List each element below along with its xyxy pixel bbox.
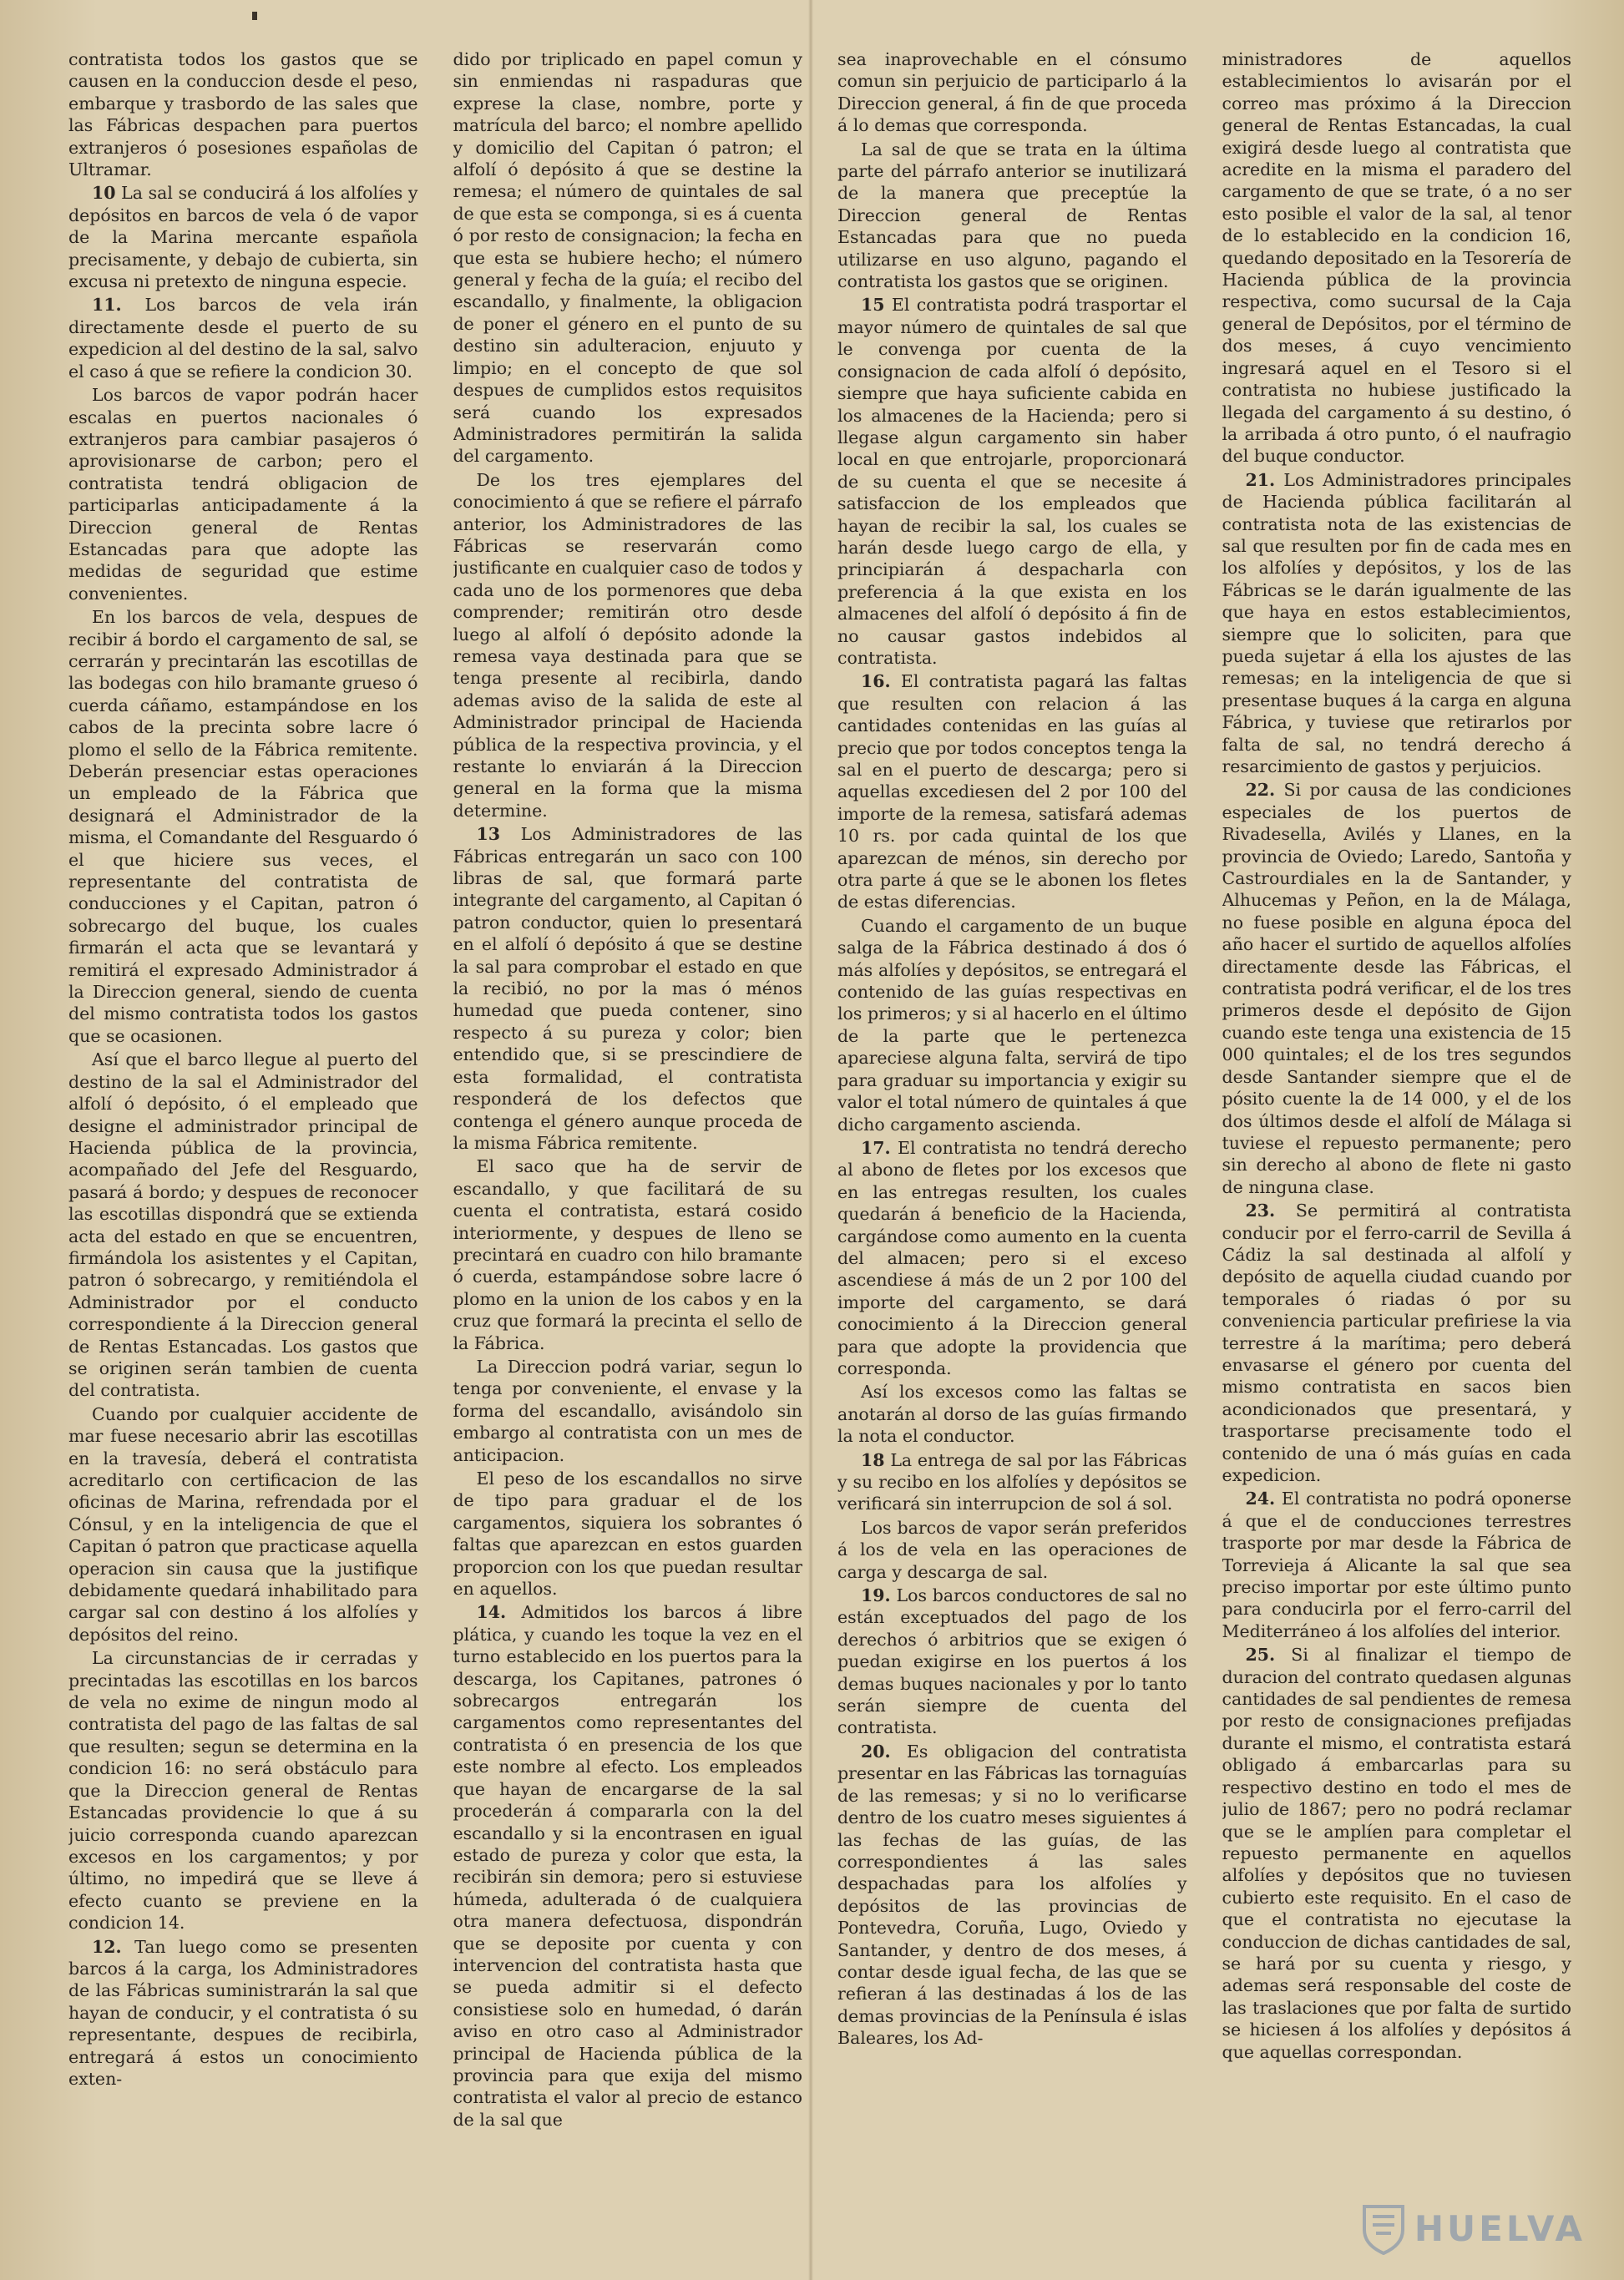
clause-number: 17.: [861, 1137, 891, 1158]
paragraph-text: Si por causa de las condiciones especiales de los puertos de Rivadesella, Avilés y Llanes, en la provincia de Oviedo; Laredo, Santoña y Castrourdiales en la de Santander, y Alhucemas y Peñon, en la de Málaga, no fuese posible en alguna época del año hacer el surtido de aquellos alfolíes directamente desde las Fábricas, el contratista podrá verificar, el de los tres primeros desde el depósito de Gijon cuando este tenga una existencia de 15 000 quintales; el de los tres segundos desde Santander siempre que el de pósito cuente la de 14 000, y el de los dos últimos desde el alfolí de Málaga si tuviese el repuesto permanente; pero sin derecho al abono de flete ni gasto de ninguna clase.: [1222, 780, 1571, 1197]
paragraph: [837, 139, 1187, 293]
paragraph: [1222, 48, 1572, 468]
paragraph-text: El contratista no tendrá derecho al abono de fletes por los excesos que en las entregas resulten, los cuales quedarán á beneficio de la Hacienda, cargándose como aumento en la cuenta del almacen; pero si el exceso ascendiese á más de un 2 por 100 del importe del cargamento, se dará conocimiento á la Direccion general para que adopte la providencia que corresponda.: [837, 1137, 1187, 1378]
paragraph: [837, 915, 1187, 1135]
paragraph: [68, 294, 418, 382]
clause-number: 19.: [861, 1585, 891, 1606]
column-2: [453, 48, 803, 2252]
paragraph: [837, 1137, 1187, 1379]
paragraph: [453, 1468, 803, 1600]
archive-watermark: [1361, 2202, 1586, 2255]
paragraph-text: La sal de que se trata en la última parte del párrafo anterior se inutilizará de la manera que preceptúe la Direccion general de Rentas Estancadas para que no pueda utilizarse en uso alguno, pagando el contratista los gastos que se originen.: [837, 139, 1187, 292]
clause-number: 20.: [861, 1741, 891, 1762]
crest-icon: [1361, 2202, 1406, 2255]
paragraph: [837, 1449, 1187, 1515]
paragraph: [68, 384, 418, 604]
paragraph: [1222, 1488, 1572, 1642]
clause-number: 12.: [92, 1936, 122, 1957]
column-1: [68, 48, 418, 2252]
paragraph-text: La sal se conducirá á los alfolíes y depósitos en barcos de vela ó de vapor de la Marina mercante española precisamente, y debajo de cubierta, sin excusa ni pretexto de ninguna especie.: [68, 183, 418, 292]
clause-number: 18: [861, 1449, 885, 1470]
paragraph-text: Los Administradores principales de Hacienda pública facilitarán al contratista nota de las existencias de sal que resulten por fin de cada mes en los alfolíes y depósitos, y los de las Fábricas se le darán igualmente de las que haya en estos establecimientos, siempre que lo soliciten, para que pueda sujetar á ella los ajustes de las remesas; en la inteligencia de que si presentase buques á la carga en alguna Fábrica, y tuviese que retirarlos por falta de sal, no tendrá derecho á resarcimiento de gastos y perjuicios.: [1222, 469, 1571, 776]
paragraph-text: El contratista no podrá oponerse á que el de conducciones terrestres trasporte por mar desde la Fábrica de Torrevieja á Alicante la sal que sea preciso importar por este último punto para conducirla por el ferro-carril del Mediterráneo á los alfolíes del interior.: [1222, 1489, 1571, 1641]
clause-number: 14.: [476, 1602, 507, 1623]
text-columns: [68, 48, 1571, 2252]
paragraph: [837, 294, 1187, 669]
paragraph: [837, 1741, 1187, 2050]
page-fold: [808, 0, 813, 2280]
clause-number: 21.: [1245, 469, 1276, 490]
paragraph: [837, 1381, 1187, 1447]
paragraph: [837, 1517, 1187, 1583]
paragraph: [453, 1155, 803, 1354]
paragraph-text: La Direccion podrá variar, segun lo tenga por conveniente, el envase y la forma del escandallo, avisándolo sin embargo al contratista con un mes de anticipacion.: [453, 1356, 802, 1465]
paragraph-text: En los barcos de vela, despues de recibir á bordo el cargamento de sal, se cerrarán y precintarán las escotillas de las bodegas con hilo bramante grueso ó cuerda cáñamo, estampándose en los cabos de la precinta sobre lacre ó plomo el sello de la Fábrica remitente. Deberán presenciar estas operaciones un empleado de la Fábrica que designará el Administrador de la misma, el Comandante del Resguardo ó el que hiciere sus veces, el representante del contratista de conducciones y el Capitan, patron ó sobrecargo del buque, los cuales firmarán el acta que se levantará y remitirá el expresado Administrador á la Direccion general, siendo de cuenta del mismo contratista todos los gastos que se ocasionen.: [68, 607, 418, 1046]
paragraph-text: Los barcos de vapor serán preferidos á los de vela en las operaciones de carga y descarga de sal.: [837, 1517, 1187, 1582]
paragraph-text: El saco que ha de servir de escandallo, y que facilitará de su cuenta el contratista, estará cosido interiormente, y despues de lleno se precintará en cuadro con hilo bramante ó cuerda, estampándose sobre lacre ó plomo en la union de los cabos y en la cruz que formará la precinta el sello de la Fábrica.: [453, 1156, 802, 1353]
column-4: [1222, 48, 1572, 2252]
paragraph-text: sea inaprovechable en el cónsumo comun sin perjuicio de participarlo á la Direccion general, á fin de que proceda á lo demas que corresponda.: [837, 49, 1187, 136]
paragraph-text: La entrega de sal por las Fábricas y su recibo en los alfolíes y depósitos se verificará sin interrupcion de sol á sol.: [837, 1449, 1187, 1514]
paragraph-text: El contratista pagará las faltas que resulten con relacion á las cantidades contenidas en las guías al precio que por todos conceptos tenga la sal en el puerto de descarga; pero si aquellas excediesen del 2 por 100 del importe de la remesa, satisfará ademas 10 rs. por cada quintal de los que aparezcan de ménos, sin derecho por otra parte á que se le abonen los fletes de estas diferencias.: [837, 671, 1187, 913]
column-3: [837, 48, 1187, 2252]
paragraph: [837, 670, 1187, 913]
paragraph-text: Los barcos de vapor podrán hacer escalas en puertos nacionales ó extranjeros para cambiar pasajeros ó aprovisionarse de carbon; pero el contratista tendrá obligacion de participarlas anticipadamente á la Direccion general de Rentas Estancadas para que adopte las medidas de seguridad que estime convenientes.: [68, 385, 418, 604]
paragraph-text: Tan luego como se presenten barcos á la carga, los Administradores de las Fábricas suministrarán la sal que hayan de conducir, y el contratista ó su representante, despues de recibirla, entregará á estos un conocimiento exten-: [68, 1936, 418, 2089]
paragraph: [68, 182, 418, 292]
paragraph: [68, 1403, 418, 1646]
paragraph: [453, 1601, 803, 2131]
clause-number: 11.: [92, 295, 122, 316]
clause-number: 25.: [1245, 1645, 1276, 1666]
paragraph-text: Cuando el cargamento de un buque salga de la Fábrica destinado á dos ó más alfolíes y depósitos, se entregará el contenido de las guías respectivas en los primeros; y si al hacerlo en el último de la parte que le pertenezca apareciese alguna falta, servirá de tipo para graduar su importancia y exigir su valor el total número de quintales á que dicho cargamento ascienda.: [837, 915, 1187, 1135]
paragraph: [453, 48, 803, 468]
clause-number: 23.: [1245, 1201, 1276, 1221]
clause-number: 15: [861, 295, 885, 316]
clause-number: 16.: [861, 671, 891, 692]
paragraph: [1222, 1644, 1572, 2063]
paragraph: [68, 1936, 418, 2090]
clause-number: 22.: [1245, 780, 1276, 801]
paragraph-text: Así los excesos como las faltas se anotarán al dorso de las guías firmando la nota el conductor.: [837, 1382, 1187, 1447]
clause-number: 13: [476, 824, 501, 845]
paragraph: [68, 1647, 418, 1934]
paragraph: [68, 606, 418, 1047]
paragraph-text: Admitidos los barcos á libre plática, y cuando les toque la vez en el turno establecido en los puertos para la descarga, los Capitanes, patrones ó sobrecargos entregarán los cargamentos como representantes del contratista ó en presencia de los que este nombre al efecto. Los empleados que hayan de encargarse de la sal procederán á compararla con la del escandallo y si la encontrasen en igual estado de pureza y color que esta, la recibirán sin demora; pero si estuviese húmeda, adulterada ó de cualquiera otra manera defectuosa, dispondrán que se deposite por cuenta y con intervencion del contratista hasta que se pueda admitir si el defecto consistiese solo en humedad, ó darán aviso en otro caso al Administrador principal de Hacienda pública de la provincia para que exija del mismo contratista el valor al precio de estanco de la sal que: [453, 1602, 802, 2130]
paragraph: [68, 48, 418, 180]
paragraph-text: dido por triplicado en papel comun y sin enmiendas ni raspaduras que exprese la clase, nombre, porte y matrícula del barco; el nombre apellido y domicilio del Capitan ó patron; el alfolí ó depósito á que se destine la remesa; el número de quintales de sal de que esta se componga, si es á cuenta ó por resto de consignacion; la fecha en que esta se hubiere hecho; el número general y fecha de la guía; el recibo del escandallo, y finalmente, la obligacion de poner el género en el punto de su destino sin adulteracion, enjuuto y limpio; en el concepto de que sol despues de cumplidos estos requisitos será cuando los expresados Administradores permitirán la salida del cargamento.: [453, 49, 802, 467]
paragraph-text: Los barcos conductores de sal no están exceptuados del pago de los derechos ó arbitrios que se exigen ó puedan exigirse en los puertos á los demas buques nacionales y por lo tanto serán siempre de cuenta del contratista.: [837, 1585, 1187, 1738]
paragraph: [1222, 779, 1572, 1198]
paragraph-text: ministradores de aquellos establecimientos lo avisarán por el correo mas próximo á la Direccion general de Rentas Estancadas, la cual exigirá desde luego al contratista que acredite en la misma el paradero del cargamento de que se trate, ó a no ser esto posible el valor de la sal, al tenor de lo establecido en la condicion 16, quedando depositado en la Tesorería de Hacienda pública de la provincia respectiva, como sucursal de la Caja general de Depósitos, por el término de dos meses, á cuyo vencimiento ingresará aquel en el Tesoro si el contratista no hubiese justificado la llegada del cargamento á su destino, ó la arribada á otro punto, ó el naufragio del buque conductor.: [1222, 49, 1571, 467]
paragraph-text: De los tres ejemplares del conocimiento á que se refiere el párrafo anterior, los Administradores de las Fábricas se reservarán como justificante en cualquier caso de todos y cada uno de los pormenores que deba comprender; remitirán otro desde luego al alfolí ó depósito adonde la remesa vaya destinada para que se tenga presente al recibirla, dando ademas aviso de la salida de este al Administrador principal de Hacienda pública de la respectiva provincia, y el restante lo enviarán á la Direccion general en la forma que la misma determine.: [453, 469, 802, 821]
paragraph-text: Si al finalizar el tiempo de duracion del contrato quedasen algunas cantidades de sal pendientes de remesa por resto de consignaciones prefijadas durante el mismo, el contratista estará obligado á embarcarlas para su respectivo destino en todo el mes de julio de 1867; pero no podrá reclamar que se le amplíen para completar el repuesto permanente en aquellos alfolíes y depósitos que no tuviesen cubierto este requisito. En el caso de que el contratista no ejecutase la conduccion de dichas cantidades de sal, se hará por su cuenta y riesgo, y ademas será responsable del coste de las traslaciones que por falta de surtido se hiciesen á los alfolíes y depósitos á que aquellas correspondan.: [1222, 1645, 1571, 2062]
paragraph-text: Los barcos de vela irán directamente desde el puerto de su expedicion al del destino de la sal, salvo el caso á que se refiere la condicion 30.: [68, 295, 418, 382]
clause-number: 10: [92, 183, 116, 204]
paragraph: [1222, 469, 1572, 778]
paragraph-text: Así que el barco llegue al puerto del destino de la sal el Administrador del alfolí ó depósito, ó el empleado que designe el administrador principal de Hacienda pública de la provincia, acompañado del Jefe del Resguardo, pasará á bordo; y despues de reconocer las escotillas dispondrá que se extienda acta del estado en que se encuentren, firmándola los asistentes y el Capitan, patron ó sobrecargo, y remitiéndola el Administrador por el conducto correspondiente á la Direccion general de Rentas Estancadas. Los gastos que se originen serán tambien de cuenta del contratista.: [68, 1049, 418, 1401]
paragraph-text: Los Administradores de las Fábricas entregarán un saco con 100 libras de sal, que formará parte integrante del cargamento, al Capitan ó patron conductor, quien lo presentará en el alfolí ó depósito á que se destine la sal para comprobar el estado en que la recibió, no por la mas ó ménos humedad que pueda contener, sino respecto á su pureza y color; bien entendido que, si se prescindiere de esta formalidad, el contratista responderá de los defectos que contenga el género aunque proceda de la misma Fábrica remitente.: [453, 824, 802, 1153]
paragraph: [837, 1585, 1187, 1739]
paragraph: [1222, 1200, 1572, 1486]
paragraph: [453, 469, 803, 822]
paragraph-text: Cuando por cualquier accidente de mar fuese necesario abrir las escotillas en la travesía, deberá el contratista acreditarlo con certificacion de las oficinas de Marina, refrendada por el Cónsul, y en la inteligencia de que el Capitan ó patron que practicase aquella operacion sin causa que la justifique debidamente quedará inhabilitado para cargar sal con destino á los alfolíes y depósitos del reino.: [68, 1403, 418, 1645]
paragraph: [453, 823, 803, 1154]
clause-number: 24.: [1245, 1489, 1276, 1509]
paragraph: [837, 48, 1187, 137]
paragraph: [453, 1356, 803, 1466]
paragraph-text: Es obligacion del contratista presentar en las Fábricas las tornaguías de las remesas; y si no lo verificarse dentro de los cuatro meses siguientes á las fechas de las guías, de las correspondientes á las sales despachadas para los alfolíes y depósitos de las provincias de Pontevedra, Coruña, Lugo, Oviedo y Santander, y dentro de dos meses, á contar desde igual fecha, de las que se refieran á las destinadas á los de las demas provincias de la Península é islas Baleares, los Ad-: [837, 1741, 1187, 2049]
paragraph-text: Se permitirá al contratista conducir por el ferro-carril de Sevilla á Cádiz la sal destinada al alfolí y depósito de aquella ciudad cuando por temporales ó riadas ó por su conveniencia particular prefiriese la via terrestre á la marítima; pero deberá envasarse el género por cuenta del mismo contratista en sacos bien acondicionados que presentará, y trasportarse precisamente todo el contenido de una ó más guías en cada expedicion.: [1222, 1201, 1571, 1485]
paragraph-text: La circunstancias de ir cerradas y precintadas las escotillas en los barcos de vela no exime de ningun modo al contratista del pago de las faltas de sal que resulten; segun se determina en la condicion 16: no será obstáculo para que la Direccion general de Rentas Estancadas providencie lo que á su juicio corresponda cuando aparezcan excesos en los cargamentos; y por último, no impedirá que se lleve á efecto cuanto se previene en la condicion 14.: [68, 1648, 418, 1934]
paragraph-text: El peso de los escandallos no sirve de tipo para graduar el de los cargamentos, siquiera los sobrantes ó faltas que aparezcan en estos guarden proporcion con los que puedan resultar en aquellos.: [453, 1469, 802, 1600]
paragraph-text: El contratista podrá trasportar el mayor número de quintales de sal que le convenga por cuenta de la consignacion de cada alfolí ó depósito, siempre que haya suficiente cabida en los almacenes de la Hacienda; pero si llegase algun cargamento sin haber local en que entrojarle, proporcionará de su cuenta el que se necesite á satisfaccion de los empleados que hayan de recibir la sal, los cuales se harán desde luego cargo de ella, y principiarán á despacharla con preferencia á la que exista en los almacenes del alfolí ó depósito á fin de no causar gastos indebidos al contratista.: [837, 295, 1187, 668]
paragraph: [68, 1049, 418, 1402]
ink-mark: [252, 12, 257, 20]
paragraph-text: contratista todos los gastos que se causen en la conduccion desde el peso, embarque y trasbordo de las sales que las Fábricas despachen para puertos extranjeros ó posesiones españolas de Ultramar.: [68, 49, 418, 180]
watermark-text: HUELVA: [1414, 2207, 1586, 2249]
